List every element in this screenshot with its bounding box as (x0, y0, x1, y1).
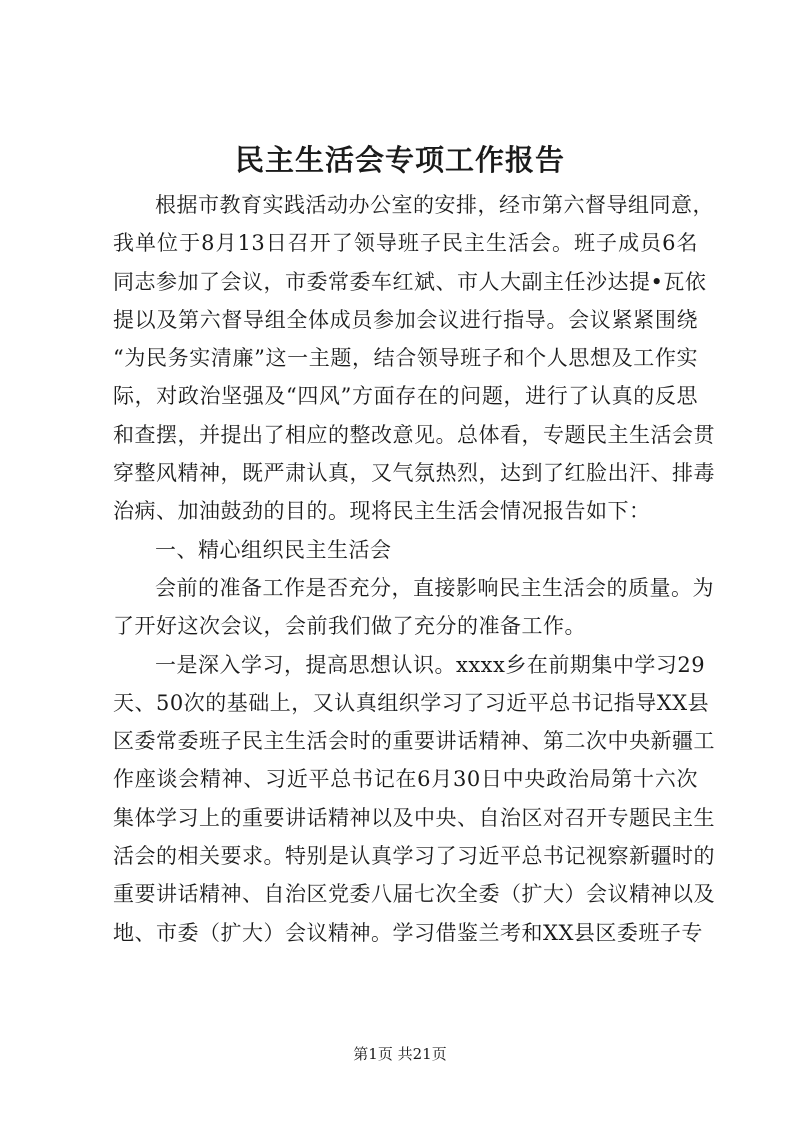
paragraph-line: 了开好这次会议，会前我们做了充分的准备工作。 (113, 614, 586, 639)
paragraph-line: 集体学习上的重要讲话精神以及中央、自治区对召开专题民主生 (113, 805, 715, 830)
paragraph-line: 治病、加油鼓劲的目的。现将民主生活会情况报告如下： (113, 499, 651, 524)
paragraph-line: 一是深入学习，提高思想认识。xxxx乡在前期集中学习29 (155, 652, 706, 677)
paragraph-line: 根据市教育实践活动办公室的安排，经市第六督导组同意， (155, 193, 714, 217)
paragraph-line: 作座谈会精神、习近平总书记在6月30日中央政治局第十六次 (113, 767, 698, 792)
paragraph-line: 重要讲话精神、自治区党委八届七次全委（扩大）会议精神以及 (113, 882, 715, 907)
paragraph-line: 活会的相关要求。特别是认真学习了习近平总书记视察新疆时的 (113, 844, 715, 869)
paragraph-line: 同志参加了会议，市委常委车红斌、市人大副主任沙达提•瓦依 (113, 269, 707, 294)
section-heading: 一、精心组织民主生活会 (155, 537, 392, 562)
paragraph-line: 提以及第六督导组全体成员参加会议进行指导。会议紧紧围绕 (113, 307, 698, 332)
paragraph-line: “为民务实清廉”这一主题，结合领导班子和个人思想及工作实 (113, 346, 698, 371)
paragraph-line: 我单位于8月13日召开了领导班子民主生活会。班子成员6名 (113, 231, 698, 256)
document-body (113, 186, 715, 952)
paragraph-line: 天、50次的基础上，又认真组织学习了习近平总书记指导XX县 (113, 690, 710, 715)
paragraph-line: 穿整风精神，既严肃认真，又气氛热烈，达到了红脸出汗、排毒 (113, 461, 715, 486)
paragraph-line: 际，对政治坚强及“四风”方面存在的问题，进行了认真的反思 (113, 384, 698, 409)
paragraph-line: 地、市委（扩大）会议精神。学习借鉴兰考和XX县区委班子专 (113, 920, 703, 945)
document-title: 民主生活会专项工作报告 (234, 143, 565, 177)
paragraph-line: 和查摆，并提出了相应的整改意见。总体看，专题民主生活会贯 (113, 422, 715, 447)
page-footer: 第1页 共21页 (353, 1045, 447, 1063)
paragraph-line: 会前的准备工作是否充分，直接影响民主生活会的质量。为 (155, 575, 714, 600)
paragraph-line: 区委常委班子民主生活会时的重要讲话精神、第二次中央新疆工 (113, 729, 715, 754)
